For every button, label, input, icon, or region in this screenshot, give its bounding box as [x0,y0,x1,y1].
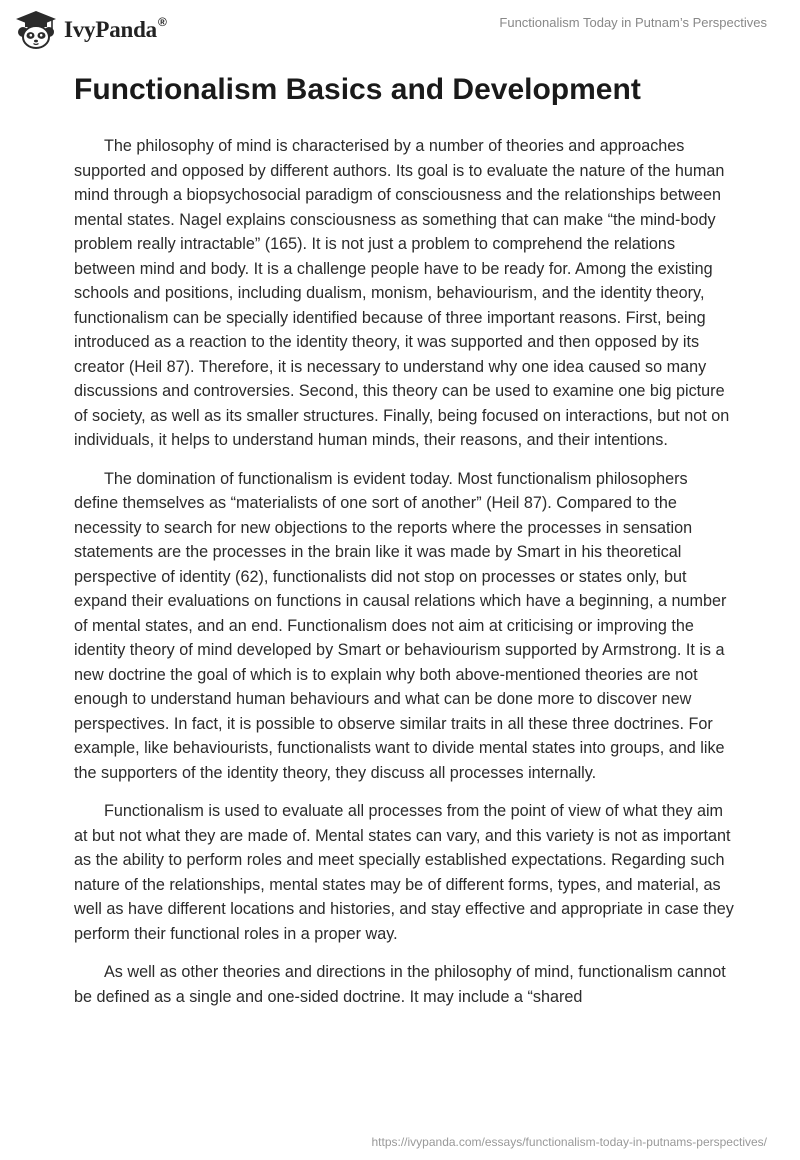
paragraph-4: As well as other theories and directions in the philosophy of mind, functionalism cannot be defined as a single and one-sided doctrine. It may include a “shared [74,963,726,1006]
paragraph-3: Functionalism is used to evaluate all processes from the point of view of what they aim at but not what they are made of. Mental states can vary, and this variety is not as important as the ability to perform roles and meet specially established expectations. Regarding such nature of the relationships, mental states may be of different forms, types, and material, as well as have different locations and histories, and stay effective and appropriate in case they perform their functional roles in a proper way. [74,802,734,943]
paragraph-2: The domination of functionalism is evident today. Most functionalism philosophers define themselves as “materialists of one sort of another” (Heil 87). Compared to the necessity to search for new objections to the reports where the processes in sensation statements are the processes in the brain like it was made by Smart in his theoretical perspective of identity (62), functionalists did not stop on processes or states only, but expand their evaluations on functions in causal relations which have a beginning, a number of mental states, and an end. Functionalism does not aim at criticising or improving the identity theory of mind developed by Smart or behaviourism supported by Armstrong. It is a new doctrine the goal of which is to explain why both above-mentioned theories are not enough to understand human behaviours and what can be done more to discover new perspectives. In fact, it is possible to observe similar traits in all these three doctrines. For example, like behaviourists, functionalists want to divide mental states into groups, and like the supporters of the identity theory, they discuss all processes internally. [74,469,727,782]
article-heading: Functionalism Basics and Development [74,73,641,106]
panda-graduate-icon [14,10,58,50]
source-url[interactable]: https://ivypanda.com/essays/functionalism-today-in-putnams-perspectives/ [371,1135,767,1149]
brand-wordmark [64,17,167,43]
registered-mark: ® [157,15,167,29]
page-header [0,0,800,60]
paragraph-1: The philosophy of mind is characterised by a number of theories and approaches supported and opposed by different authors. Its goal is to evaluate the nature of the human mind through a biopsychosocial paradigm of consciousness and the relationships between mental states. Nagel explains consciousness as something that can make “the mind-body problem really intractable” (165). It is not just a problem to comprehend the relations between mind and body. It is a challenge people have to be ready for. Among the existing schools and positions, including dualism, monism, behaviourism, and the identity theory, functionalism can be specially identified because of three important reasons. First, being introduced as a reaction to the identity theory, it was supported and then opposed by its creator (Heil 87). Therefore, it is necessary to understand why one idea caused so many discussions and controversies. Second, this theory can be used to examine one big picture of society, as well as its smaller structures. Finally, being focused on interactions, but not on individuals, it helps to understand human minds, their reasons, and their intentions. [74,137,730,449]
document-title: Functionalism Today in Putnam’s Perspectives [499,15,767,30]
article-body [74,70,734,1023]
brand-name: IvyPanda [64,17,157,42]
brand-logo[interactable] [14,10,167,50]
